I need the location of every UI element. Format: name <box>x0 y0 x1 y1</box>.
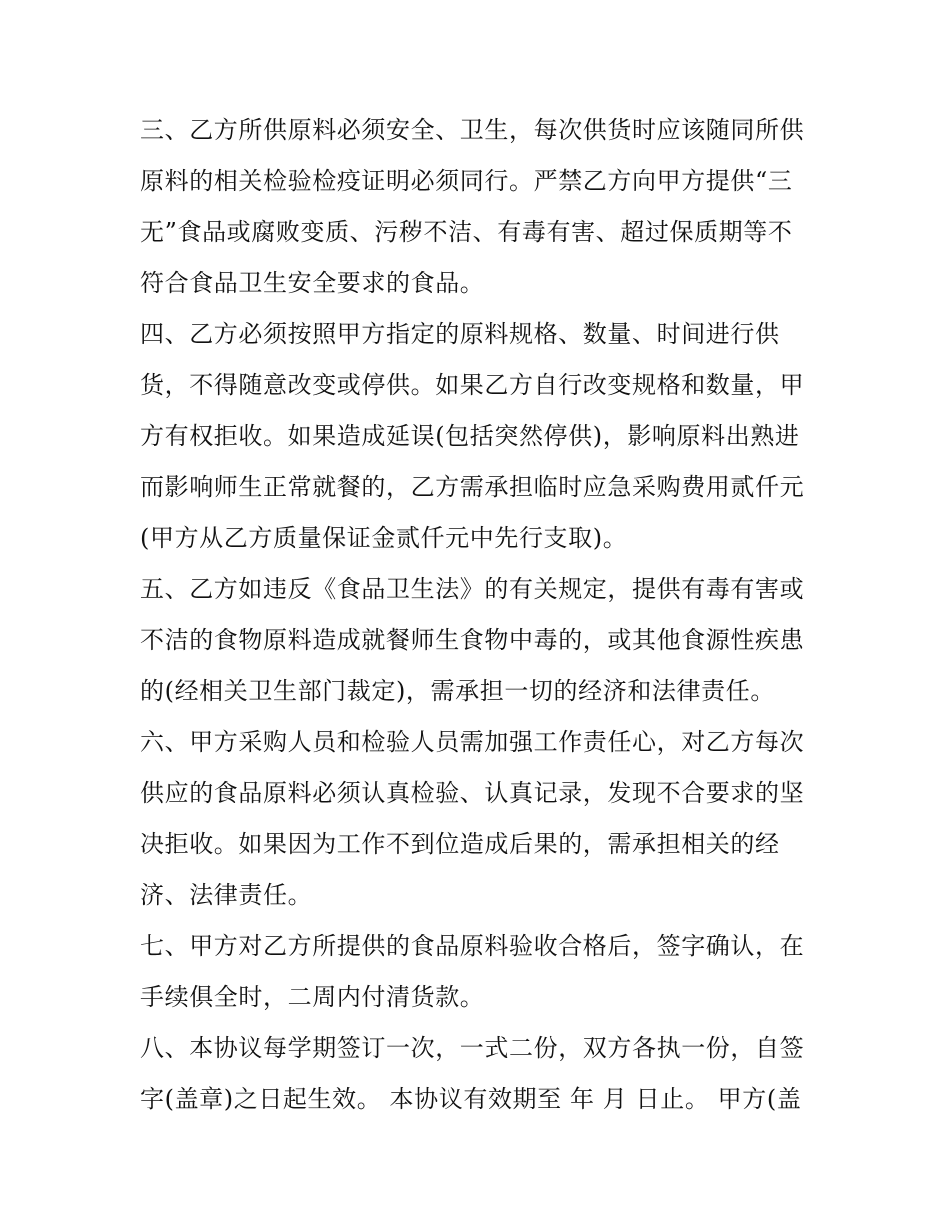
text-line: 无”食品或腐败变质、污秽不洁、有毒有害、超过保质期等不 <box>140 218 793 246</box>
text-line: 供应的食品原料必须认真检验、认真记录，发现不合要求的坚 <box>140 779 805 807</box>
text-line: 决拒收。如果因为工作不到位造成后果的，需承担相关的经 <box>140 830 780 858</box>
text-line: 货，不得随意改变或停供。如果乙方自行改变规格和数量，甲 <box>140 371 805 399</box>
text-line: 手续俱全时，二周内付清货款。 <box>140 983 485 1011</box>
text-line: 而影响师生正常就餐的，乙方需承担临时应急采购费用贰仟元 <box>140 473 805 501</box>
text-line: 字(盖章)之日起生效。 本协议有效期至 年 月 日止。 甲方(盖 <box>140 1085 802 1113</box>
text-line: 符合食品卫生安全要求的食品。 <box>140 269 485 297</box>
text-line: 济、法律责任。 <box>140 881 313 909</box>
text-line: 原料的相关检验检疫证明必须同行。严禁乙方向甲方提供“三 <box>140 167 793 195</box>
text-line: 六、甲方采购人员和检验人员需加强工作责任心，对乙方每次 <box>140 728 805 756</box>
text-line: 不洁的食物原料造成就餐师生食物中毒的，或其他食源性疾患 <box>140 626 805 654</box>
text-line: 八、本协议每学期签订一次，一式二份，双方各执一份，自签 <box>140 1034 805 1062</box>
text-line: 方有权拒收。如果造成延误(包括突然停供)，影响原料出熟进 <box>140 422 800 450</box>
text-line: 七、甲方对乙方所提供的食品原料验收合格后，签字确认，在 <box>140 932 805 960</box>
text-line: 的(经相关卫生部门裁定)，需承担一切的经济和法律责任。 <box>140 677 775 705</box>
text-line: (甲方从乙方质量保证金贰仟元中先行支取)。 <box>140 524 628 552</box>
text-line: 三、乙方所供原料必须安全、卫生，每次供货时应该随同所供 <box>140 116 805 144</box>
text-line: 四、乙方必须按照甲方指定的原料规格、数量、时间进行供 <box>140 320 780 348</box>
text-line: 五、乙方如违反《食品卫生法》的有关规定，提供有毒有害或 <box>140 575 805 603</box>
